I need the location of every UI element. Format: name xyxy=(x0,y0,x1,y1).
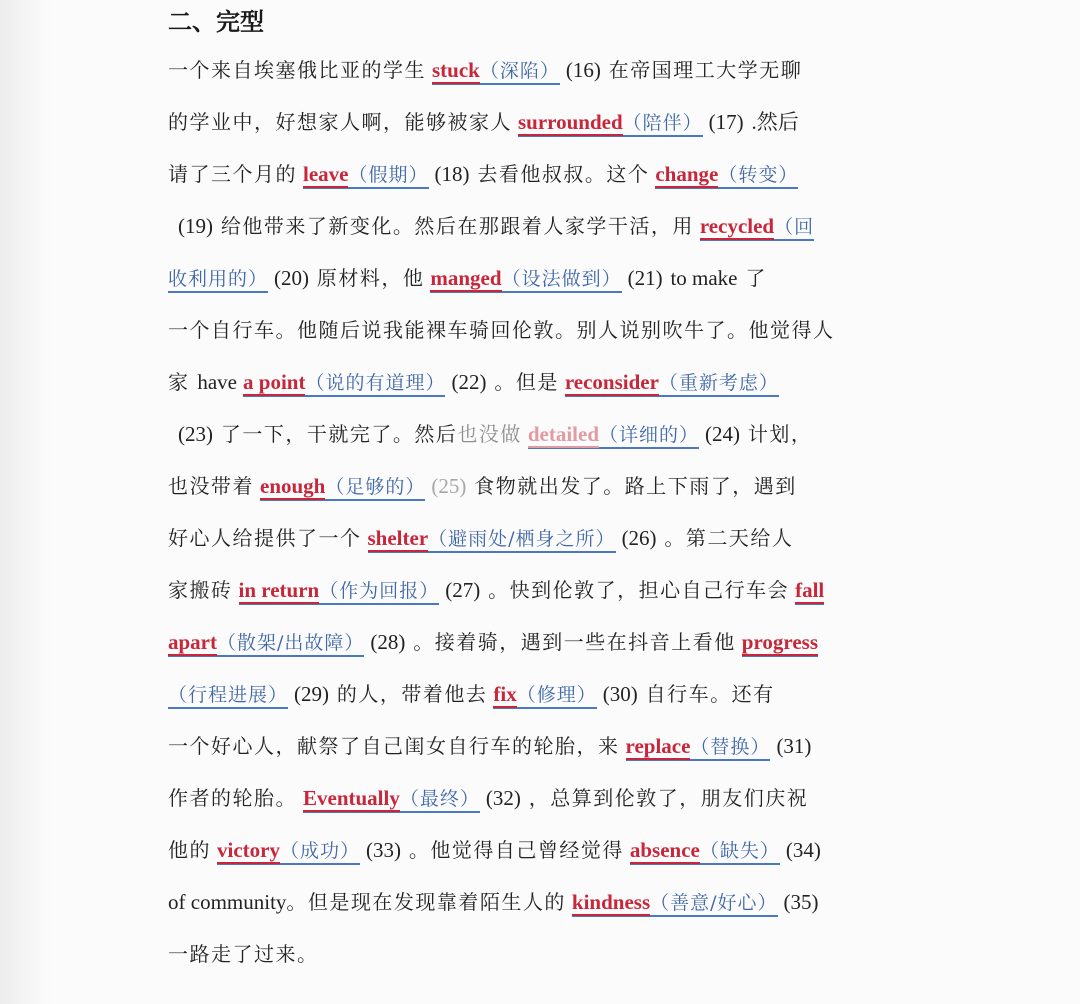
passage-text: 了一下，干就完了。然后 xyxy=(220,422,458,446)
passage-line xyxy=(168,252,908,304)
section-heading: 二、完型 xyxy=(168,7,264,36)
answer-word: leave xyxy=(303,162,349,186)
passage-line xyxy=(168,148,908,200)
passage-line xyxy=(168,304,908,356)
passage-text: 。快到伦敦了，担心自己行车会 xyxy=(488,578,790,602)
passage-text: of community xyxy=(168,890,287,914)
passage-text: 一个好心人，献祭了自己闺女自行车的轮胎，来 xyxy=(168,734,620,758)
answer-gloss: （行程进展） xyxy=(168,684,289,706)
passage-text: 家搬砖 xyxy=(168,578,233,602)
answer-blank xyxy=(630,838,780,865)
passage-text: 原材料，他 xyxy=(316,266,425,290)
blank-number: (16) xyxy=(565,58,601,82)
blank-number: (33) xyxy=(366,838,401,862)
blank-number: (35) xyxy=(783,890,819,914)
answer-blank xyxy=(303,786,480,813)
passage-text: 食物就出发了。路上下雨了，遇到 xyxy=(474,474,797,498)
answer-word: apart xyxy=(168,630,217,654)
answer-gloss: （假期） xyxy=(348,164,429,186)
blank-number: (20) xyxy=(274,266,310,290)
passage-text: 请了三个月的 xyxy=(168,162,297,186)
answer-blank xyxy=(742,630,818,657)
passage-text: ，总算到伦敦了，朋友们庆祝 xyxy=(528,786,809,810)
answer-word: fix xyxy=(493,682,517,706)
answer-word: absence xyxy=(629,838,700,862)
answer-blank xyxy=(655,162,798,189)
passage-line xyxy=(168,96,908,148)
passage-line xyxy=(168,460,908,512)
passage-text: 给他带来了新变化。然后在那跟着人家学干活，用 xyxy=(220,214,694,238)
passage-text: 他的 xyxy=(168,838,211,862)
passage-line xyxy=(168,512,908,564)
answer-blank xyxy=(528,422,699,449)
blank-number: (34) xyxy=(785,838,821,862)
passage-text: 计划， xyxy=(747,422,813,446)
answer-blank xyxy=(260,474,425,501)
passage-line xyxy=(168,200,908,252)
answer-gloss: （散架/出故障） xyxy=(217,632,365,654)
answer-blank xyxy=(368,526,616,553)
answer-word: stuck xyxy=(432,58,480,82)
passage-text: 自行车。还有 xyxy=(645,682,775,706)
passage-line xyxy=(168,616,908,668)
passage-text: 也没带着 xyxy=(168,474,254,498)
answer-word: progress xyxy=(741,630,818,654)
page-edge-shadow xyxy=(0,0,52,1004)
answer-gloss: （回 xyxy=(774,216,815,238)
answer-blank-continued xyxy=(168,266,268,293)
passage-line xyxy=(168,720,908,772)
answer-word: a point xyxy=(243,370,306,394)
blank-number: (18) xyxy=(434,162,470,186)
blank-number: (29) xyxy=(294,682,330,706)
blank-number: (26) xyxy=(621,526,657,550)
passage-line xyxy=(168,824,908,876)
blank-number: (17) xyxy=(708,110,744,134)
passage-text: 好心人给提供了一个 xyxy=(168,526,362,550)
passage-text: 一个来自埃塞俄比亚的学生 xyxy=(168,58,426,82)
blank-number: (19) xyxy=(178,214,213,238)
answer-blank xyxy=(626,734,771,761)
passage-text: have xyxy=(197,370,238,394)
answer-word: in return xyxy=(238,578,320,602)
passage-line xyxy=(168,876,908,928)
passage-text: 去看他叔叔。这个 xyxy=(477,162,650,186)
answer-word: detailed xyxy=(527,422,600,446)
answer-gloss: （修理） xyxy=(516,684,597,706)
passage-text-faint: 也没做 xyxy=(457,422,522,446)
answer-blank xyxy=(518,110,703,137)
passage-line xyxy=(168,668,908,720)
blank-number: (27) xyxy=(445,578,481,602)
answer-blank xyxy=(303,162,429,189)
passage-text: 作者的轮胎。 xyxy=(168,786,297,810)
answer-gloss: （作为回报） xyxy=(319,580,440,602)
passage-line xyxy=(168,928,908,980)
passage-text: .然后 xyxy=(751,110,799,134)
answer-gloss: （转变） xyxy=(718,164,799,186)
passage-line xyxy=(168,408,908,460)
answer-word: enough xyxy=(260,474,326,498)
answer-blank xyxy=(565,370,779,397)
blank-number: (21) xyxy=(627,266,663,290)
passage-line xyxy=(168,564,908,616)
answer-blank-continued xyxy=(168,682,288,709)
answer-word: fall xyxy=(795,578,825,602)
answer-gloss: （说的有道理） xyxy=(305,372,446,394)
answer-word: reconsider xyxy=(564,370,659,394)
answer-word: change xyxy=(655,162,719,186)
passage-text: 。他觉得自己曾经觉得 xyxy=(408,838,624,862)
answer-word: recycled xyxy=(699,214,775,238)
answer-word: Eventually xyxy=(303,786,400,810)
passage-text: 。但是 xyxy=(494,370,559,394)
answer-word: replace xyxy=(625,734,691,758)
cloze-passage xyxy=(168,44,908,980)
answer-word: victory xyxy=(217,838,280,862)
answer-gloss: （设法做到） xyxy=(501,268,622,290)
blank-number: (32) xyxy=(485,786,521,810)
answer-gloss: （深陷） xyxy=(479,60,560,82)
answer-blank xyxy=(700,214,814,241)
blank-number: (31) xyxy=(776,734,812,758)
passage-text: 。第二天给人 xyxy=(664,526,794,550)
passage-line xyxy=(168,772,908,824)
passage-text: 的学业中，好想家人啊，能够被家人 xyxy=(168,110,512,134)
passage-text: 一路走了过来。 xyxy=(168,942,319,966)
passage-line xyxy=(168,356,908,408)
blank-number: (23) xyxy=(178,422,213,446)
blank-number: (30) xyxy=(602,682,638,706)
passage-text: to make xyxy=(670,266,738,290)
answer-blank xyxy=(217,838,360,865)
answer-blank xyxy=(432,58,560,85)
answer-word: surrounded xyxy=(518,110,623,134)
answer-gloss: 收利用的） xyxy=(168,268,269,290)
answer-blank xyxy=(243,370,445,397)
answer-gloss: （陪伴） xyxy=(622,112,703,134)
answer-gloss: （重新考虑） xyxy=(658,372,779,394)
passage-text: 一个自行车。他随后说我能裸车骑回伦敦。别人说别吹牛了。他觉得人 xyxy=(168,318,835,342)
answer-blank xyxy=(572,890,778,917)
answer-blank-continued xyxy=(168,630,364,657)
answer-gloss: （详细的） xyxy=(599,424,700,446)
answer-gloss: （成功） xyxy=(279,840,360,862)
blank-number: (24) xyxy=(705,422,741,446)
answer-blank xyxy=(493,682,596,709)
answer-word: kindness xyxy=(571,890,651,914)
passage-text: 。接着骑，遇到一些在抖音上看他 xyxy=(413,630,736,654)
answer-gloss: （替换） xyxy=(690,736,771,758)
answer-blank xyxy=(795,578,824,605)
passage-text: 在帝国理工大学无聊 xyxy=(608,58,803,82)
answer-blank xyxy=(430,266,621,293)
blank-number: (22) xyxy=(451,370,487,394)
blank-number: (28) xyxy=(370,630,406,654)
answer-blank xyxy=(239,578,440,605)
answer-word: manged xyxy=(430,266,502,290)
blank-number: (25) xyxy=(431,474,467,498)
passage-text: 的人，带着他去 xyxy=(336,682,488,706)
answer-gloss: （避雨处/栖身之所） xyxy=(428,528,616,550)
passage-text: 家 xyxy=(168,370,190,394)
answer-word: shelter xyxy=(367,526,429,550)
answer-gloss: （足够的） xyxy=(325,476,426,498)
passage-text: 了 xyxy=(745,266,767,290)
answer-gloss: （缺失） xyxy=(699,840,780,862)
passage-line xyxy=(168,44,908,96)
passage-text: 。但是现在发现靠着陌生人的 xyxy=(286,890,566,914)
answer-gloss: （最终） xyxy=(399,788,480,810)
answer-gloss: （善意/好心） xyxy=(650,892,778,914)
